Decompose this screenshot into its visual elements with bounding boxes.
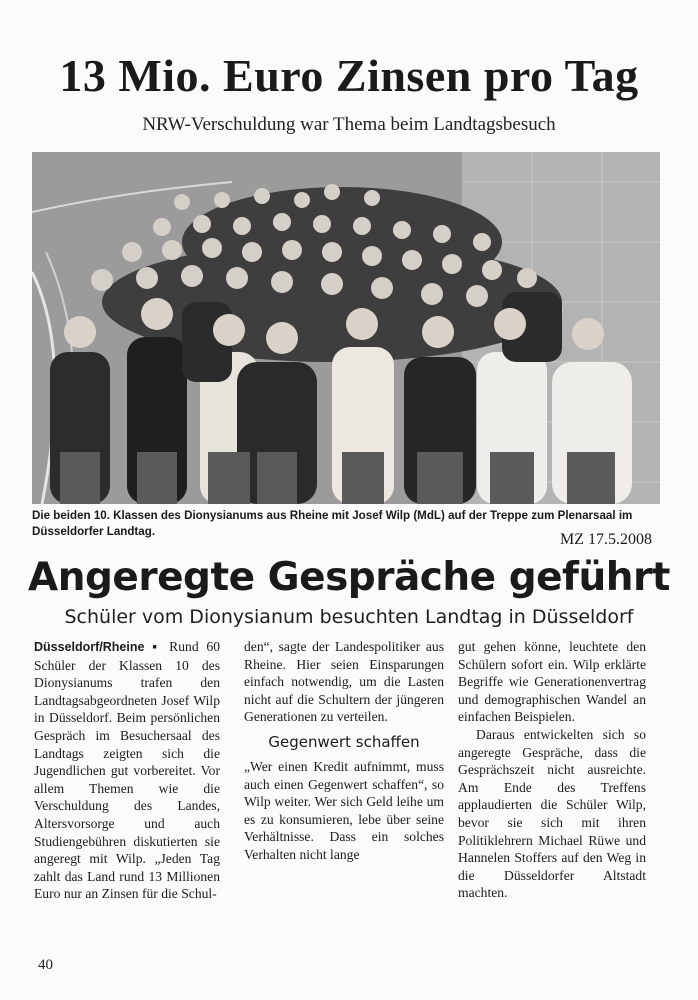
group-photo <box>32 152 660 504</box>
column-3-text-b: Daraus entwickelten sich so angeregte Gespräche, dass die Gesprächszeit nicht ausreichte. Am Ende des Treffens applaudierten die Schüler Wilp, bevor sie sich mit ihren Politiklehrern Michael Rüwe und Hannelen Stoffers auf den Weg in die Düsseldorfer Altstadt machten. <box>458 726 646 901</box>
inline-subheading: Gegenwert schaffen <box>268 732 420 751</box>
group-photo-illustration <box>32 152 660 504</box>
source-date: MZ 17.5.2008 <box>560 531 652 548</box>
photo-caption: Die beiden 10. Klassen des Dionysianums aus Rheine mit Josef Wilp (MdL) auf der Treppe zum Plenarsaal im Düsseldorfer Landtag. <box>32 509 633 538</box>
article2-subheadline: Schüler vom Dionysianum besuchten Landtag in Düsseldorf <box>64 606 634 628</box>
article2-headline: Angeregte Gespräche geführt <box>28 555 670 600</box>
article-column-3 <box>458 638 646 902</box>
article-column-2 <box>244 638 444 864</box>
column-2-text: den“, sagte der Landespolitiker aus Rheine. Hier seien Einsparungen einfach notwendig, um die Lasten nicht auf die Schultern der jüngeren Generationen zu verteilen. <box>244 639 444 725</box>
article-column-1 <box>34 638 220 903</box>
dateline: Düsseldorf/Rheine <box>34 640 145 654</box>
article1-headline: 13 Mio. Euro Zinsen pro Tag <box>59 50 639 101</box>
article1-subheadline: NRW-Verschuldung war Thema beim Landtagsbesuch <box>142 114 556 135</box>
column-2-text-b: „Wer einen Kredit aufnimmt, muss auch einen Gegenwert schaffen“, so Wilp weiter. Wer sich Geld leihe um es zu konsumieren, lebe über seine Verhältnisse. Dass ein solches Verhalten nicht lange <box>244 758 444 862</box>
column-1-text: ▪ Rund 60 Schüler der Klassen 10 des Dionysianums trafen den Landtagsabgeordneten Josef Wilp in Düsseldorf. Beim persönlichen Gespräch im Besuchersaal des Landtags zeigten sich die Jugendlichen gut vorbereitet. Vor allem Themen wie die Verschuldung des Landes, Altersvorsorge und auch Studiengebühren diskutierten sie angeregt mit Wilp. „Jeden Tag zahlt das Land rund 13 Millionen Euro nur an Zinsen für die Schul- <box>34 639 220 902</box>
column-3-text: gut gehen könne, leuchtete den Schülern sofort ein. Wilp erklärte Begriffe wie Generationenvertrag und demographischen Wandel an einfachen Beispielen. <box>458 639 646 725</box>
page-number: 40 <box>38 957 53 973</box>
